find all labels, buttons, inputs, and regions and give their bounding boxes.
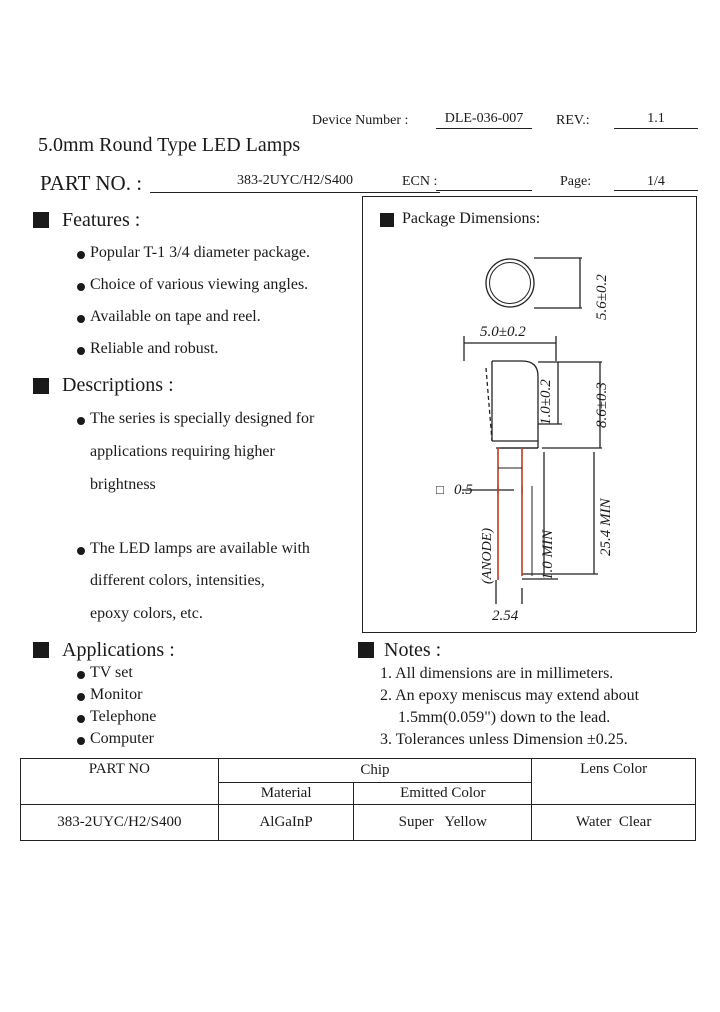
description-line: applications requiring higher [90,443,275,460]
parts-table [20,758,696,841]
application-item: Telephone [90,708,157,725]
description-line: epoxy colors, etc. [90,605,203,622]
page-underline [614,190,698,191]
package-title: Package Dimensions: [402,210,541,227]
application-item: TV set [90,664,133,681]
description-line: The LED lamps are available with [90,540,310,557]
part-number-value: 383-2UYC/H2/S400 [237,173,353,188]
feature-item: Choice of various viewing angles. [90,276,309,293]
bullet-icon [77,251,85,259]
note-line: 1.5mm(0.059") down to the lead. [398,709,611,726]
rev-label: REV.: [556,113,590,128]
square-icon-small: □ [436,482,444,497]
cell-lens-color: Water Clear [532,805,696,841]
feature-item: Reliable and robust. [90,340,219,357]
part-number-underline [150,192,440,193]
dim-pitch: 2.54 [492,608,519,624]
bullet-icon [77,693,85,701]
rev-underline [614,128,698,129]
package-frame-bottom [362,632,696,633]
document-title: 5.0mm Round Type LED Lamps [38,134,301,156]
bullet-icon [77,737,85,745]
dim-height: 8.6±0.3 [594,382,610,428]
dim-min-gap: 1.0 MIN [540,530,556,580]
application-item: Computer [90,730,154,747]
description-line: brightness [90,476,156,493]
feature-item: Popular T-1 3/4 diameter package. [90,244,310,261]
rev-value: 1.1 [647,111,665,126]
header-part-no: PART NO [21,759,219,805]
bullet-icon [77,547,85,555]
lamp-top-view [486,259,534,307]
features-square-icon [33,212,49,228]
feature-item: Available on tape and reel. [90,308,261,325]
dim-diameter: 5.6±0.2 [594,274,610,320]
package-frame-right [696,196,697,632]
bullet-icon [77,715,85,723]
dim-lead-size: 0.5 [454,482,473,498]
note-line: 3. Tolerances unless Dimension ±0.25. [380,731,628,748]
page-value: 1/4 [647,174,665,189]
dim-width: 5.0±0.2 [480,324,526,340]
header-material: Material [218,783,354,805]
page-label: Page: [560,174,592,189]
header-emitted-color: Emitted Color [354,783,532,805]
device-number-value: DLE-036-007 [444,111,524,126]
package-square-icon [380,213,394,227]
cell-emitted-color: Super Yellow [354,805,532,841]
notes-square-icon [358,642,374,658]
bullet-icon [77,671,85,679]
applications-title: Applications : [62,639,175,661]
features-title: Features : [62,209,141,231]
dim-flange: 1.0±0.2 [538,379,554,425]
bullet-icon [77,283,85,291]
ecn-underline [436,190,532,191]
package-top-border [362,196,696,197]
bullet-icon [77,347,85,355]
applications-square-icon [33,642,49,658]
cell-material: AlGaInP [218,805,354,841]
dim-lead-length: 25.4 MIN [598,498,614,556]
description-line: The series is specially designed for [90,410,315,427]
descriptions-title: Descriptions : [62,374,174,396]
note-line: 2. An epoxy meniscus may extend about [380,687,640,704]
note-line: 1. All dimensions are in millimeters. [380,665,614,682]
device-number-label: Device Number : [312,113,409,128]
ecn-label: ECN : [402,174,438,189]
device-number-underline [436,128,532,129]
bullet-icon [77,417,85,425]
description-line: different colors, intensities, [90,572,265,589]
header-chip: Chip [218,759,532,783]
package-drawing [362,236,696,632]
notes-title: Notes : [384,639,442,661]
table-row [21,805,696,841]
lamp-top-view-inner [490,263,531,304]
lamp-body-outline [492,361,538,448]
anode-label: (ANODE) [480,528,495,584]
descriptions-square-icon [33,378,49,394]
header-lens-color: Lens Color [532,759,696,805]
part-number-label: PART NO. : [40,171,143,195]
cell-part-no: 383-2UYC/H2/S400 [21,805,219,841]
bullet-icon [77,315,85,323]
application-item: Monitor [90,686,143,703]
